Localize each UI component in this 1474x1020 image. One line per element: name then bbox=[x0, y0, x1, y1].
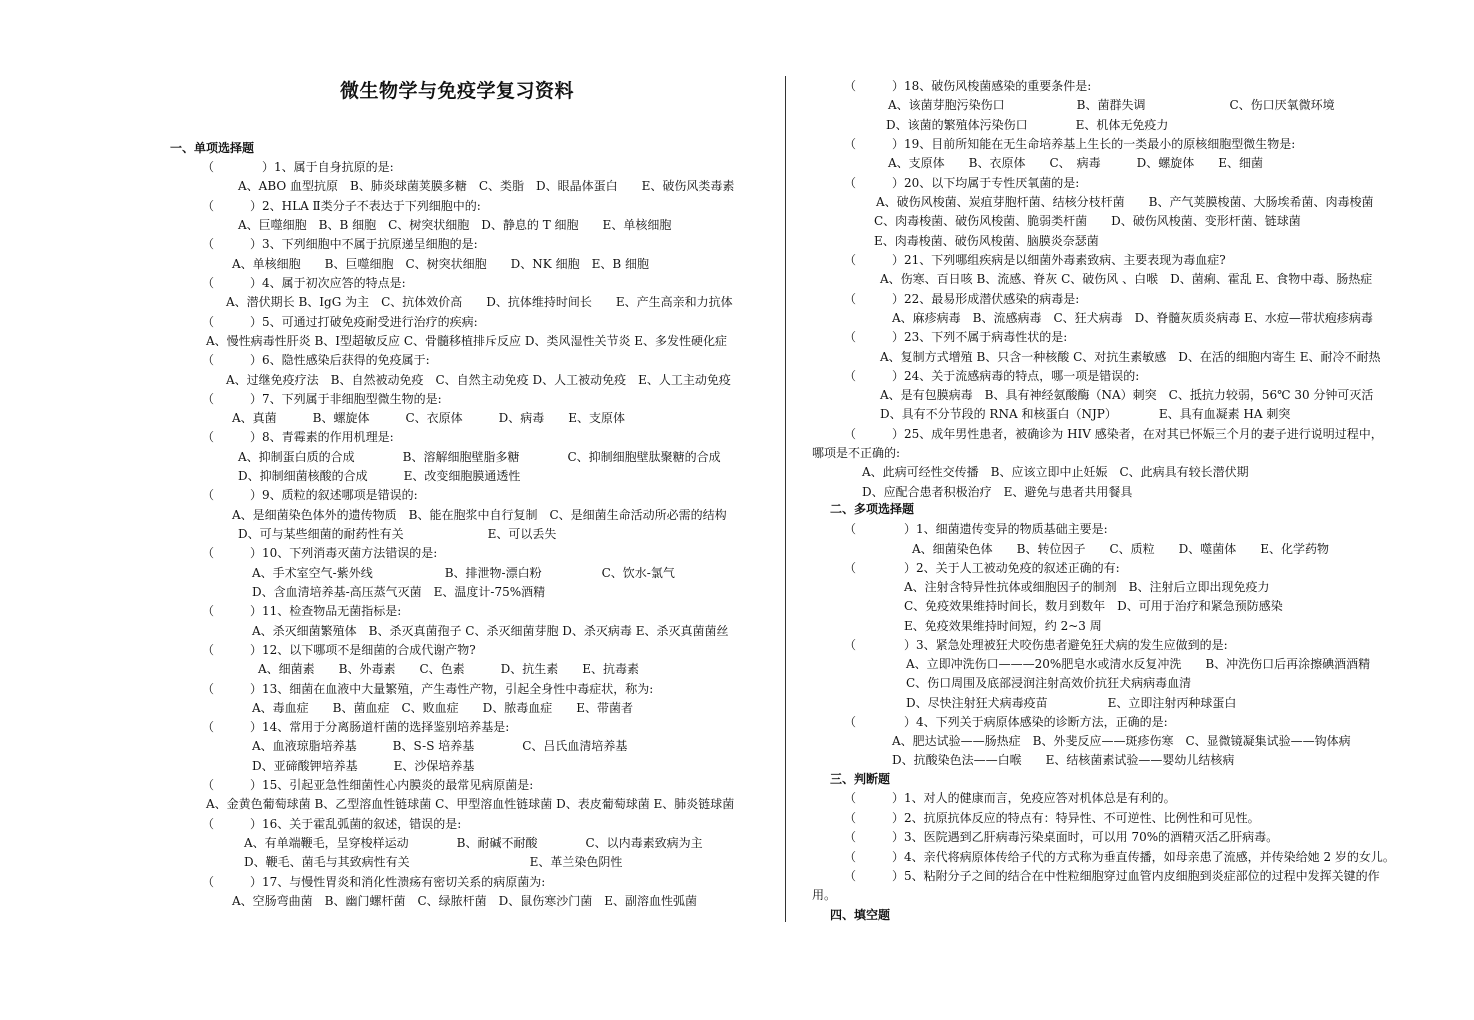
right-line: （ ）21、下列哪组疾病是以细菌外毒素致病、主要表现为毒血症? bbox=[844, 253, 1226, 267]
left-line: A、手术室空气-紫外线 B、排泄物-漂白粉 C、饮水-氯气 bbox=[252, 566, 675, 580]
left-line: （ ）8、青霉素的作用机理是: bbox=[202, 430, 394, 444]
left-line: （ ）5、可通过打破免疫耐受进行治疗的疾病: bbox=[202, 315, 478, 329]
left-line: （ ）2、HLA Ⅱ类分子不表达于下列细胞中的: bbox=[202, 199, 481, 213]
left-line: （ ）14、常用于分离肠道杆菌的选择鉴别培养基是: bbox=[202, 720, 510, 734]
left-line: A、ABO 血型抗原 B、肺炎球菌荚膜多糖 C、类脂 D、眼晶体蛋白 E、破伤风类毒素 bbox=[238, 179, 735, 193]
right-line: D、抗酸染色法——白喉 E、结核菌素试验——婴幼儿结核病 bbox=[892, 753, 1235, 767]
left-line: （ ）12、以下哪项不是细菌的合成代谢产物? bbox=[202, 643, 476, 657]
right-line: （ ）3、紧急处理被狂犬咬伤患者避免狂犬病的发生应做到的是: bbox=[844, 638, 1228, 652]
left-line: A、杀灭细菌繁殖体 B、杀灭真菌孢子 C、杀灭细菌芽胞 D、杀灭病毒 E、杀灭真菌菌丝 bbox=[252, 624, 729, 638]
left-line: D、亚碲酸钾培养基 E、沙保培养基 bbox=[252, 759, 475, 773]
right-line: A、注射含特异性抗体或细胞因子的制剂 B、注射后立即出现免疫力 bbox=[904, 580, 1270, 594]
left-line: （ ）16、关于霍乱弧菌的叙述，错误的是: bbox=[202, 817, 462, 831]
right-line: C、伤口周围及底部浸润注射高效价抗狂犬病病毒血清 bbox=[906, 676, 1192, 690]
right-line: A、麻疹病毒 B、流感病毒 C、狂犬病毒 D、脊髓灰质炎病毒 E、水痘—带状疱疹病毒 bbox=[892, 311, 1373, 325]
right-line: D、具有不分节段的 RNA 和核蛋白（NJP） E、具有血凝素 HA 刺突 bbox=[880, 407, 1291, 421]
section-heading-fill-blank: 四、填空题 bbox=[830, 908, 891, 922]
right-line: A、肥达试验——肠热症 B、外斐反应——斑疹伤寒 C、显微镜凝集试验——钩体病 bbox=[892, 734, 1351, 748]
right-line: A、立即冲洗伤口———20%肥皂水或清水反复冲洗 B、冲洗伤口后再涂擦碘酒酒精 bbox=[906, 657, 1371, 671]
column-divider bbox=[785, 76, 786, 922]
left-line: A、慢性病毒性肝炎 B、Ⅰ型超敏反应 C、骨髓移植排斥反应 D、类风湿性关节炎 E、多发性硬化症 bbox=[206, 334, 728, 348]
section-heading-single-choice: 一、单项选择题 bbox=[170, 141, 255, 155]
right-line: D、尽快注射狂犬病毒疫苗 E、立即注射丙种球蛋白 bbox=[906, 696, 1237, 710]
section-heading-multiple-choice: 二、多项选择题 bbox=[830, 502, 915, 516]
left-line: （ ）9、质粒的叙述哪项是错误的: bbox=[202, 488, 418, 502]
right-line: D、应配合患者积极治疗 E、避免与患者共用餐具 bbox=[862, 485, 1133, 499]
right-line: E、免疫效果维持时间短，约 2~3 周 bbox=[904, 619, 1102, 633]
right-line: （ ）1、对人的健康而言，免疫应答对机体总是有利的。 bbox=[844, 791, 1176, 805]
left-line: D、可与某些细菌的耐药性有关 E、可以丢失 bbox=[238, 527, 557, 541]
right-line: （ ）4、亲代将病原体传给子代的方式称为垂直传播，如母亲患了流感，并传染给她 2 岁的女儿。 bbox=[844, 850, 1395, 864]
left-line: （ ）10、下列消毒灭菌方法错误的是: bbox=[202, 546, 438, 560]
right-line: A、是有包膜病毒 B、具有神经氨酸酶（NA）刺突 C、抵抗力较弱，56℃ 30 分钟可灭活 bbox=[880, 388, 1374, 402]
right-line: A、支原体 B、衣原体 C、 病毒 D、螺旋体 E、细菌 bbox=[888, 156, 1264, 170]
right-line: （ ）5、粘附分子之间的结合在中性粒细胞穿过血管内皮细胞到炎症部位的过程中发挥关键的作 bbox=[844, 869, 1380, 883]
right-line: （ ）20、以下均属于专性厌氧菌的是: bbox=[844, 176, 1080, 190]
page-title: 微生物学与免疫学复习资料 bbox=[340, 80, 575, 102]
left-line: D、含血清培养基-高压蒸气灭菌 E、温度计-75%酒精 bbox=[252, 585, 546, 599]
right-line: （ ）19、目前所知能在无生命培养基上生长的一类最小的原核细胞型微生物是: bbox=[844, 137, 1296, 151]
left-line: （ ）13、细菌在血液中大量繁殖，产生毒性产物，引起全身性中毒症状，称为: bbox=[202, 682, 654, 696]
right-line: E、肉毒梭菌、破伤风梭菌、脑膜炎奈瑟菌 bbox=[874, 234, 1099, 248]
right-line: A、伤寒、百日咳 B、流感、脊灰 C、破伤风 、白喉 D、菌痢、霍乱 E、食物中毒、肠热症 bbox=[880, 272, 1373, 286]
right-line: A、此病可经性交传播 B、应该立即中止妊娠 C、此病具有较长潜伏期 bbox=[862, 465, 1249, 479]
section-heading-true-false: 三、判断题 bbox=[830, 772, 891, 786]
right-line: （ ）3、医院遇到乙肝病毒污染桌面时，可以用 70%的酒精灭活乙肝病毒。 bbox=[844, 830, 1279, 844]
right-line: A、该菌芽胞污染伤口 B、菌群失调 C、伤口厌氧微环境 bbox=[888, 98, 1335, 112]
left-line: D、鞭毛、菌毛与其致病性有关 E、革兰染色阴性 bbox=[244, 855, 623, 869]
right-line: C、肉毒梭菌、破伤风梭菌、脆弱类杆菌 D、破伤风梭菌、变形杆菌、链球菌 bbox=[874, 214, 1301, 228]
left-line: （ ）15、引起亚急性细菌性心内膜炎的最常见病原菌是: bbox=[202, 778, 534, 792]
left-line: （ ）3、下列细胞中不属于抗原递呈细胞的是: bbox=[202, 237, 478, 251]
left-line: A、巨噬细胞 B、B 细胞 C、树突状细胞 D、静息的 T 细胞 E、单核细胞 bbox=[238, 218, 672, 232]
right-line: （ ）2、抗原抗体反应的特点有：特异性、不可逆性、比例性和可见性。 bbox=[844, 811, 1260, 825]
right-line: （ ）25、成年男性患者，被确诊为 HIV 感染者，在对其已怀娠三个月的妻子进行说明过程中， bbox=[844, 427, 1383, 441]
left-line: A、单核细胞 B、巨噬细胞 C、树突状细胞 D、NK 细胞 E、B 细胞 bbox=[232, 257, 649, 271]
right-line: （ ）2、关于人工被动免疫的叙述正确的有: bbox=[844, 561, 1120, 575]
left-line: （ ）6、隐性感染后获得的免疫属于: bbox=[202, 353, 430, 367]
left-line: A、抑制蛋白质的合成 B、溶解细胞壁脂多糖 C、抑制细胞壁肽聚糖的合成 bbox=[238, 450, 721, 464]
left-line: D、抑制细菌核酸的合成 E、改变细胞膜通透性 bbox=[238, 469, 521, 483]
left-line: A、是细菌染色体外的遗传物质 B、能在胞浆中自行复制 C、是细菌生命活动所必需的结构 bbox=[232, 508, 727, 522]
right-line: （ ）22、最易形成潜伏感染的病毒是: bbox=[844, 292, 1080, 306]
right-line: 哪项是不正确的: bbox=[812, 446, 901, 460]
right-line: （ ）24、关于流感病毒的特点，哪一项是错误的: bbox=[844, 369, 1140, 383]
left-line: （ ）11、检查物品无菌指标是: bbox=[202, 604, 402, 618]
right-line: C、免疫效果维持时间长，数月到数年 D、可用于治疗和紧急预防感染 bbox=[904, 599, 1283, 613]
right-line: （ ）1、细菌遗传变异的物质基础主要是: bbox=[844, 522, 1108, 536]
right-line: （ ）18、破伤风梭菌感染的重要条件是: bbox=[844, 79, 1092, 93]
right-line: A、细菌染色体 B、转位因子 C、质粒 D、噬菌体 E、化学药物 bbox=[912, 542, 1330, 556]
left-line: （ ）1、属于自身抗原的是: bbox=[202, 160, 394, 174]
left-line: A、血液琼脂培养基 B、S-S 培养基 C、吕氏血清培养基 bbox=[252, 739, 628, 753]
left-line: A、毒血症 B、菌血症 C、败血症 D、脓毒血症 E、带菌者 bbox=[252, 701, 634, 715]
right-line: （ ）23、下列不属于病毒性状的是: bbox=[844, 330, 1068, 344]
left-line: A、有单端鞭毛，呈穿梭样运动 B、耐碱不耐酸 C、以内毒素致病为主 bbox=[244, 836, 703, 850]
right-line: D、该菌的繁殖体污染伤口 E、机体无免疫力 bbox=[886, 118, 1169, 132]
left-line: （ ）7、下列属于非细胞型微生物的是: bbox=[202, 392, 442, 406]
right-line: 用。 bbox=[812, 888, 837, 902]
right-line: A、复制方式增殖 B、只含一种核酸 C、对抗生素敏感 D、在活的细胞内寄生 E、耐冷不耐热 bbox=[880, 350, 1381, 364]
left-line: A、空肠弯曲菌 B、幽门螺杆菌 C、绿脓杆菌 D、鼠伤寒沙门菌 E、副溶血性弧菌 bbox=[232, 894, 698, 908]
left-line: A、细菌素 B、外毒素 C、色素 D、抗生素 E、抗毒素 bbox=[258, 662, 640, 676]
right-line: A、破伤风梭菌、炭疽芽胞杆菌、结核分枝杆菌 B、产气荚膜梭菌、大肠埃希菌、肉毒梭菌 bbox=[876, 195, 1374, 209]
left-line: A、金黄色葡萄球菌 B、乙型溶血性链球菌 C、甲型溶血性链球菌 D、表皮葡萄球菌 E、肺炎链球菌 bbox=[206, 797, 735, 811]
left-line: （ ）17、与慢性胃炎和消化性溃疡有密切关系的病原菌为: bbox=[202, 875, 546, 889]
left-line: （ ）4、属于初次应答的特点是: bbox=[202, 276, 406, 290]
left-line: A、潜伏期长 B、IgG 为主 C、抗体效价高 D、抗体维持时间长 E、产生高亲和力抗体 bbox=[226, 295, 733, 309]
left-line: A、过继免疫疗法 B、自然被动免疫 C、自然主动免疫 D、人工被动免疫 E、人工主动免疫 bbox=[226, 373, 731, 387]
right-line: （ ）4、下列关于病原体感染的诊断方法，正确的是: bbox=[844, 715, 1168, 729]
left-line: A、真菌 B、螺旋体 C、衣原体 D、病毒 E、支原体 bbox=[232, 411, 626, 425]
